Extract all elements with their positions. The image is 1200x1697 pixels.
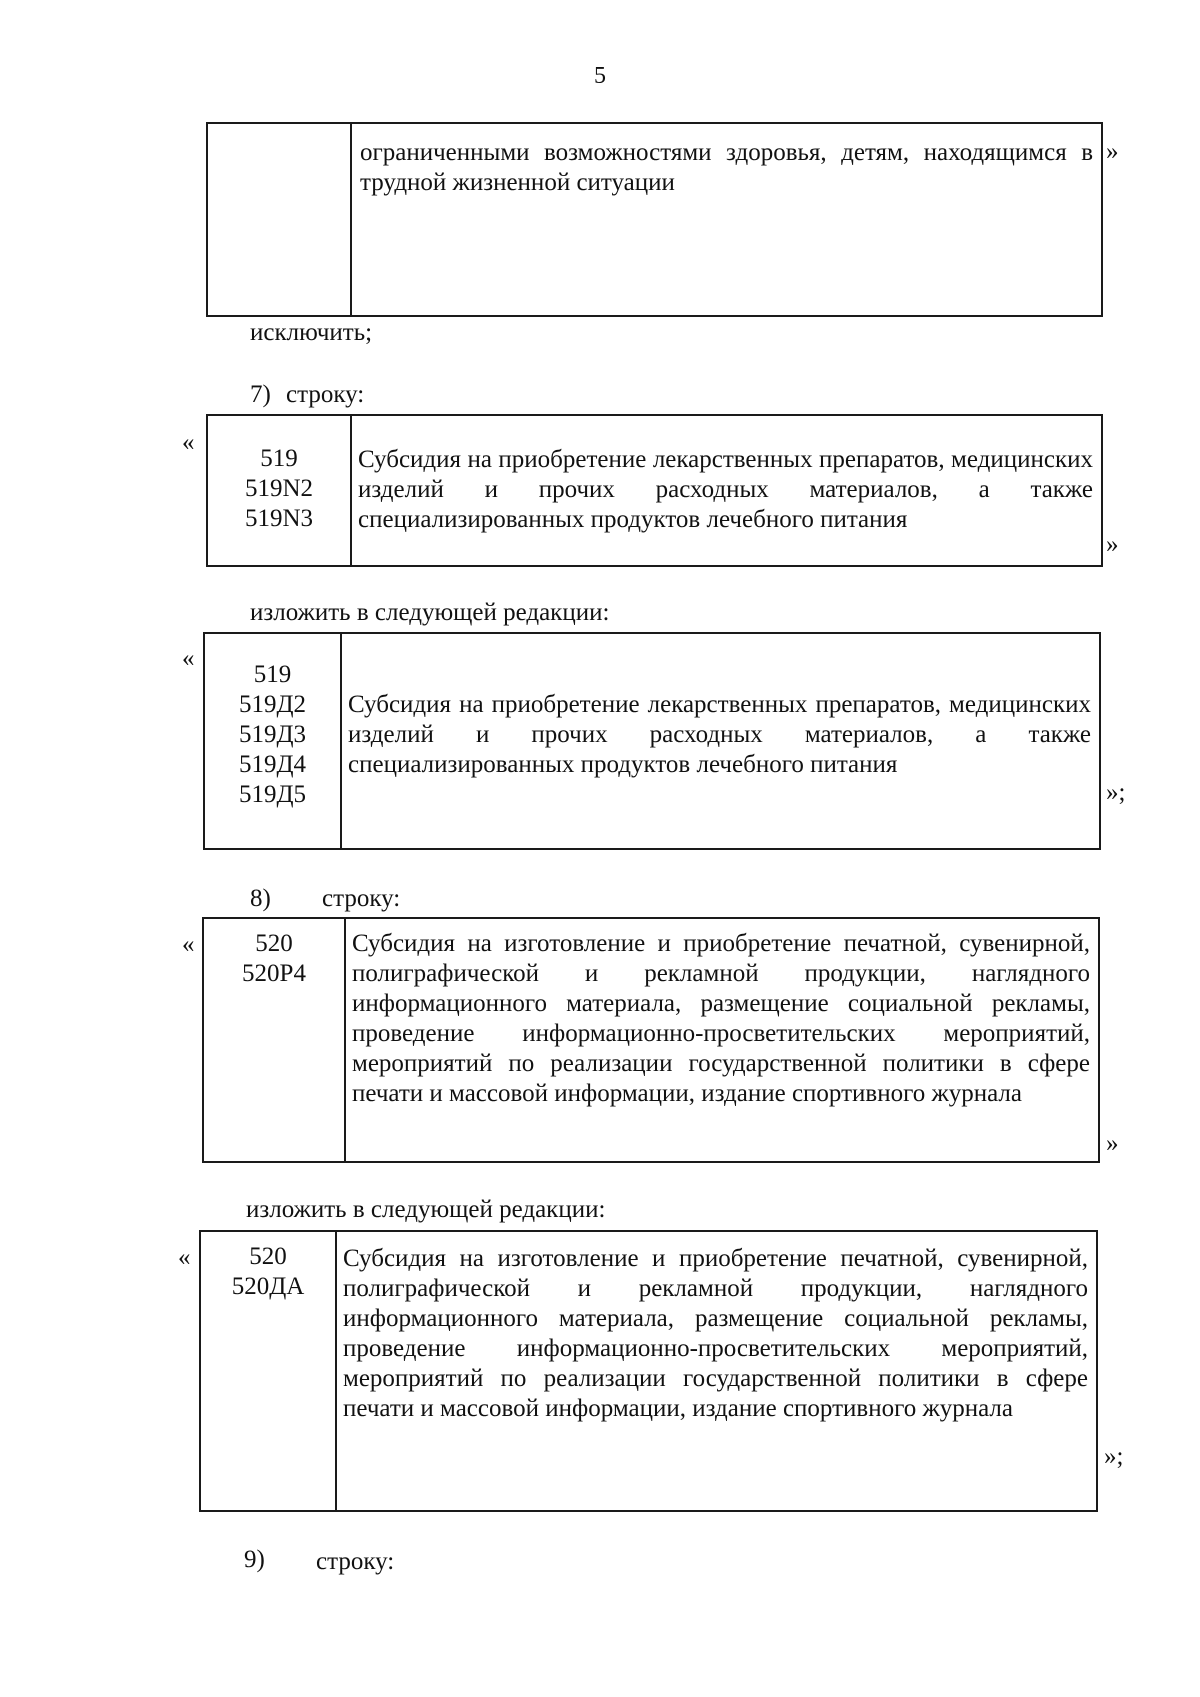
open-quote: « [182, 645, 195, 672]
page-number: 5 [594, 63, 606, 89]
budget-code: 520P4 [242, 960, 306, 987]
budget-code: 519 [260, 445, 298, 472]
item-9-label: строку: [316, 1548, 395, 1575]
budget-code: 519N2 [244, 475, 314, 502]
item-8-label: строку: [322, 885, 401, 912]
instruction-exclude: исключить; [250, 319, 373, 346]
budget-code: 519N3 [244, 505, 314, 532]
item-7-number: 7) [250, 381, 271, 408]
continuation-table [206, 122, 1103, 317]
budget-code: 519Д5 [238, 781, 307, 808]
description-cell: Субсидия на приобретение лекарственных препаратов, медицинских изделий и прочих расходных материалов, а также специализированных продуктов лечебного питания [358, 446, 1093, 533]
code-cell [204, 919, 346, 1161]
close-quote: » [1106, 138, 1119, 165]
new-row-520-table [199, 1230, 1098, 1512]
old-row-520-table [202, 917, 1100, 1163]
code-cell [201, 1232, 337, 1510]
open-quote: « [182, 429, 195, 456]
item-8-number: 8) [250, 885, 271, 912]
budget-code: 520 [255, 930, 293, 957]
close-quote: »; [1104, 1443, 1124, 1470]
budget-code: 519Д3 [238, 721, 307, 748]
close-quote: »; [1106, 779, 1126, 806]
old-row-519-table [206, 414, 1103, 567]
budget-code: 519Д4 [238, 751, 307, 778]
code-cell [205, 634, 342, 848]
open-quote: « [178, 1244, 191, 1271]
close-quote: » [1106, 531, 1119, 558]
budget-code: 519Д2 [238, 691, 307, 718]
instruction-new-edition: изложить в следующей редакции: [250, 599, 610, 626]
budget-code: 519 [253, 661, 292, 688]
item-9-number: 9) [244, 1546, 265, 1573]
description-cell: Субсидия на изготовление и приобретение печатной, сувенирной, полиграфической и рекламной продукции, наглядного информационного материала, размещение социальной рекламы, проведение информационно-просветительских мероприятий, мероприятий по реализации государственной политики в сфере печати и массовой информации, издание спортивного журнала [343, 1245, 1088, 1422]
description-cell: Субсидия на приобретение лекарственных препаратов, медицинских изделий и прочих расходных материалов, а также специализированных продуктов лечебного питания [348, 691, 1091, 778]
description-cell: ограниченными возможностями здоровья, детям, находящимся в трудной жизненной ситуации [360, 139, 1093, 196]
budget-code: 520ДА [231, 1273, 305, 1300]
code-cell [208, 416, 352, 565]
open-quote: « [182, 931, 195, 958]
instruction-new-edition: изложить в следующей редакции: [246, 1196, 606, 1223]
description-cell: Субсидия на изготовление и приобретение печатной, сувенирной, полиграфической и рекламной продукции, наглядного информационного материала, размещение социальной рекламы, проведение информационно-просветительских мероприятий, мероприятий по реализации государственной политики в сфере печати и массовой информации, издание спортивного журнала [352, 930, 1090, 1107]
item-7-label: строку: [286, 381, 365, 408]
budget-code: 520 [249, 1243, 287, 1270]
code-cell [208, 124, 352, 315]
new-row-519-table [203, 632, 1101, 850]
close-quote: » [1106, 1130, 1119, 1157]
